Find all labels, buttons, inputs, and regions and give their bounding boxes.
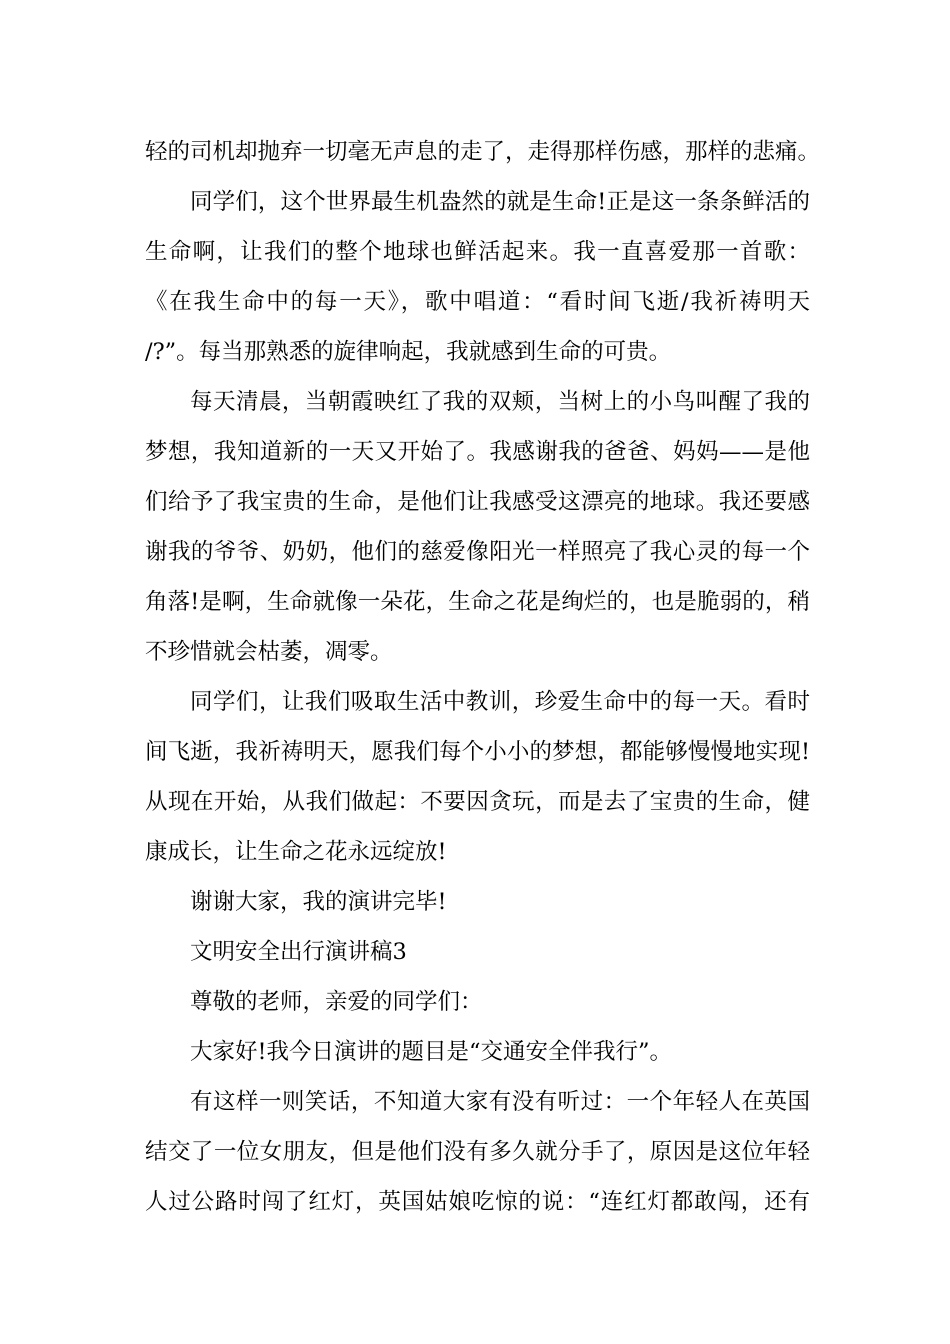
text-line: 有这样一则笑话，不知道大家有没有听过：一个年轻人在英国 [190,1089,810,1115]
text-line: 同学们，让我们吸取生活中教训，珍爱生命中的每一天。看时 [190,689,810,715]
document-body [145,127,821,1227]
text-line: 间飞逝，我祈祷明天，愿我们每个小小的梦想，都能够慢慢地实现! [145,739,810,765]
text-line: 轻的司机却抛弃一切毫无声息的走了，走得那样伤感，那样的悲痛。 [145,139,821,165]
text-line: 《在我生命中的每一天》，歌中唱道：“看时间飞逝/我祈祷明天 [145,289,810,315]
text-line: 结交了一位女朋友，但是他们没有多久就分手了，原因是这位年轻 [145,1139,810,1165]
text-line: 同学们，这个世界最生机盎然的就是生命!正是这一条条鲜活的 [190,189,810,215]
text-line: 尊敬的老师，亲爱的同学们： [190,989,483,1015]
text-line: 文明安全出行演讲稿3 [190,939,407,965]
text-line: 们给予了我宝贵的生命，是他们让我感受这漂亮的地球。我还要感 [145,489,810,515]
text-line: 谢谢大家，我的演讲完毕! [190,889,447,915]
text-line: 康成长，让生命之花永远绽放! [145,839,447,865]
text-line: 从现在开始，从我们做起：不要因贪玩，而是去了宝贵的生命，健 [145,789,810,815]
text-line: 角落!是啊，生命就像一朵花，生命之花是绚烂的，也是脆弱的，稍 [145,589,810,615]
text-line: /?”。每当那熟悉的旋律响起，我就感到生命的可贵。 [145,339,672,365]
text-line: 不珍惜就会枯萎，凋零。 [145,639,393,665]
text-line: 人过公路时闯了红灯，英国姑娘吃惊的说：“连红灯都敢闯，还有 [145,1189,810,1215]
text-line: 生命啊，让我们的整个地球也鲜活起来。我一直喜爱那一首歌： [145,239,810,265]
text-line: 谢我的爷爷、奶奶，他们的慈爱像阳光一样照亮了我心灵的每一个 [145,539,810,565]
text-line: 梦想，我知道新的一天又开始了。我感谢我的爸爸、妈妈——是他 [145,439,810,465]
text-line: 大家好!我今日演讲的题目是“交通安全伴我行”。 [190,1039,673,1065]
text-line: 每天清晨，当朝霞映红了我的双颊，当树上的小鸟叫醒了我的 [190,389,810,415]
